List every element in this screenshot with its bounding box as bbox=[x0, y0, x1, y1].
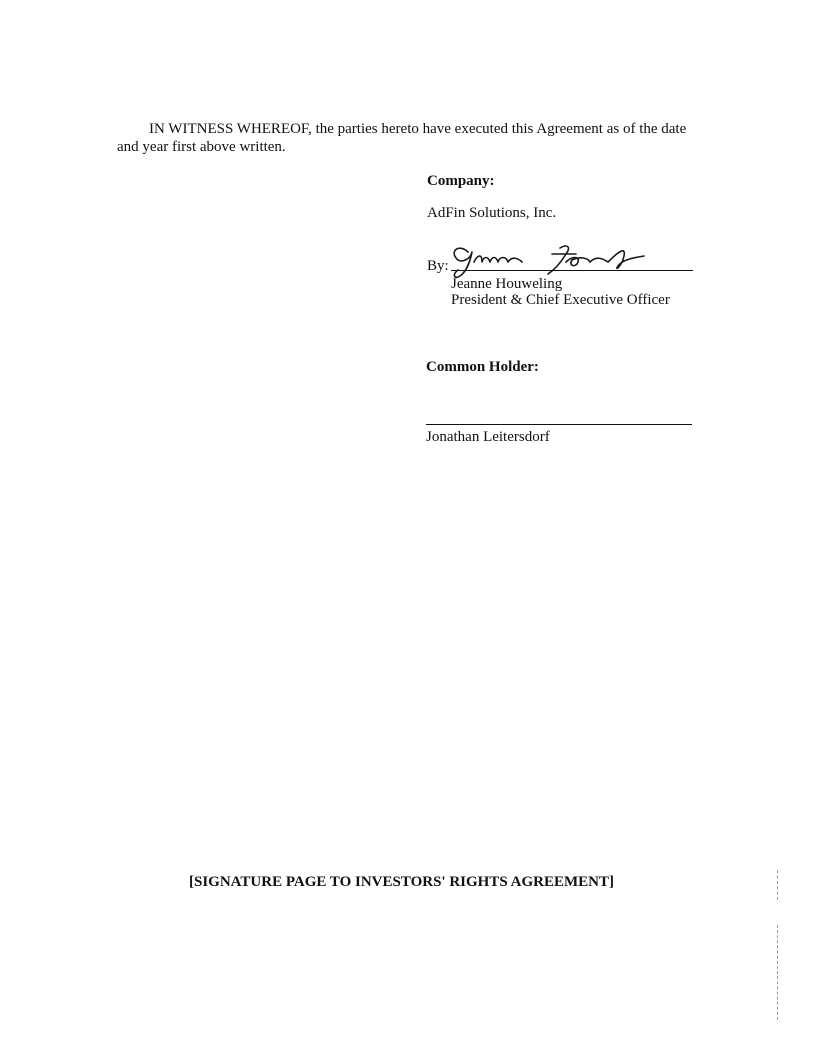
company-name: AdFin Solutions, Inc. bbox=[427, 205, 557, 221]
signature-page-caption: [SIGNATURE PAGE TO INVESTORS' RIGHTS AGREEMENT] bbox=[189, 874, 614, 890]
scan-edge-mark bbox=[777, 870, 778, 900]
by-label: By: bbox=[427, 258, 449, 274]
company-heading: Company: bbox=[427, 173, 495, 189]
witness-line-1: IN WITNESS WHEREOF, the parties hereto have executed this Agreement as of the date bbox=[149, 121, 687, 137]
common-holder-heading: Common Holder: bbox=[426, 359, 539, 375]
signatory-name: Jeanne Houweling bbox=[451, 276, 563, 292]
handwritten-signature bbox=[448, 240, 678, 280]
witness-line-2: and year first above written. bbox=[117, 139, 286, 155]
scan-edge-mark bbox=[777, 925, 778, 1020]
common-holder-signature-line bbox=[426, 424, 692, 425]
common-holder-name: Jonathan Leitersdorf bbox=[426, 429, 550, 445]
signatory-title: President & Chief Executive Officer bbox=[451, 292, 670, 308]
